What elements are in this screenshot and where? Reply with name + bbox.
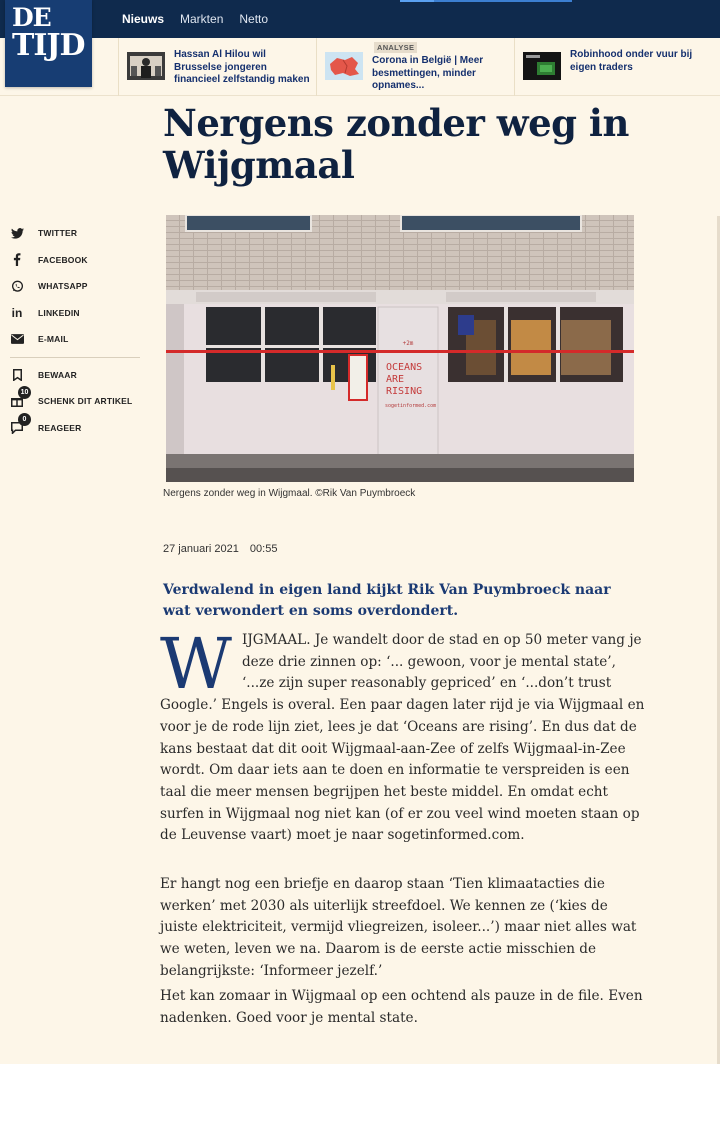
headline-thumbnail xyxy=(325,52,363,80)
site-logo[interactable] xyxy=(5,0,92,87)
gift-icon xyxy=(10,389,29,408)
comment-article-label: REAGEER xyxy=(38,422,82,433)
sign-mark: +2m xyxy=(402,340,414,347)
article-paragraph xyxy=(160,623,645,847)
article-paragraph-text: IJGMAAL. Je wandelt door de stad en op 50 meter vang je deze drie zinnen op: ‘... gewoon, voor je mental state’, ‘...ze zijn super reasonably gepriced’ en ‘...don’t trust Google.’ Engels is overal. Een paar dagen later rijd je via Wijgmaal en voor je de rode lijn ziet, lees je dat ‘Oceans are rising’. En dus dat de kans bestaat dat dit ooit Wijgmaal-aan-Zee of zelfs Wijgmaal-in-Zee wordt. Om daar iets aan te doen en informatie te verspreiden is een taal die meer mensen begrijpen het beste middel. En omdat echt surfen in Wijgmaal nog niet kan (of er zou veel wind moeten staan op de Leuvense vaart) moet je naar sogetinformed.com. xyxy=(160,632,645,844)
twitter-icon xyxy=(10,226,24,240)
analysis-badge: ANALYSE xyxy=(374,42,417,53)
facebook-icon xyxy=(10,253,24,267)
whatsapp-icon xyxy=(10,279,24,293)
article-paragraph: Het kan zomaar in Wijgmaal op een ochtend als pauze in de file. Even nadenken. Goed voor je mental state. xyxy=(160,988,643,1026)
sign-line-1: OCEANS xyxy=(386,362,423,373)
drop-cap: W xyxy=(160,623,232,705)
share-email-label: E-MAIL xyxy=(38,334,69,345)
email-icon xyxy=(10,332,24,346)
sign-url: sogetinformed.com xyxy=(385,403,437,409)
save-article-label: BEWAAR xyxy=(38,369,77,380)
article-time: 00:55 xyxy=(249,543,278,555)
logo-line-2: TIJD xyxy=(12,28,85,63)
logo-line-1: DE xyxy=(12,3,51,32)
comment-icon xyxy=(10,415,27,435)
sign-line-3: RISING xyxy=(386,386,423,397)
headlines-strip xyxy=(0,38,720,96)
headline-thumbnail xyxy=(523,52,561,80)
sign-line-2: ARE xyxy=(386,374,405,385)
nav-item-markten[interactable]: Markten xyxy=(180,12,224,26)
article-lead: Verdwalend in eigen land kijkt Rik Van Puymbroeck naar wat verwondert en soms overdondert. xyxy=(163,582,611,619)
share-linkedin-label: LINKEDIN xyxy=(38,307,80,318)
share-twitter-label: TWITTER xyxy=(38,228,78,239)
comment-count-badge: 0 xyxy=(18,413,31,426)
article-date: 27 januari 2021 xyxy=(163,543,239,555)
headline-text: Corona in België | Meer besmettingen, minder opnames... xyxy=(372,55,484,91)
share-linkedin[interactable] xyxy=(10,300,150,327)
share-whatsapp-label: WHATSAPP xyxy=(38,281,88,292)
building-facade-photo xyxy=(166,215,634,482)
headline-card[interactable] xyxy=(514,38,720,96)
top-navigation-bar xyxy=(0,0,720,38)
headline-text: Robinhood onder vuur bij eigen traders xyxy=(570,49,693,73)
nav-item-nieuws[interactable]: Nieuws xyxy=(122,12,165,26)
headline-thumbnail xyxy=(127,52,165,80)
article-paragraph: Er hangt nog een briefje en daarop staan ‘Tien klimaatacties die werken’ met 2030 als uiterlijk streefdoel. We kennen ze (‘kies de juiste elektriciteit, vermijd vliegreizen, isoleer...’) maar niet alles wat we weten, leven we na. Daarom is de eerste actie misschien de belangrijkste: ‘Informeer jezelf.’ xyxy=(160,876,637,979)
article-title: Nergens zonder weg in Wijgmaal xyxy=(163,101,629,187)
share-email[interactable] xyxy=(10,326,150,353)
main-nav xyxy=(114,0,276,38)
share-facebook-label: FACEBOOK xyxy=(38,254,88,265)
share-bar xyxy=(10,220,150,441)
nav-accent-highlight xyxy=(400,0,434,2)
share-divider xyxy=(10,357,140,358)
bookmark-icon xyxy=(10,368,24,382)
share-facebook[interactable] xyxy=(10,247,150,274)
image-caption: Nergens zonder weg in Wijgmaal. ©Rik Van Puymbroeck xyxy=(163,488,416,499)
nav-item-netto[interactable]: Netto xyxy=(239,12,269,26)
article-image[interactable] xyxy=(166,215,634,482)
headline-card[interactable] xyxy=(118,38,316,96)
article-dateline xyxy=(163,543,285,555)
gift-article[interactable] xyxy=(10,388,150,415)
headline-text: Hassan Al Hilou wil Brusselse jongeren financieel zelfstandig maken xyxy=(174,49,310,85)
gift-article-label: SCHENK DIT ARTIKEL xyxy=(38,396,133,407)
comment-article[interactable] xyxy=(10,415,150,442)
share-twitter[interactable] xyxy=(10,220,150,247)
save-article[interactable] xyxy=(10,362,150,389)
linkedin-icon: in xyxy=(11,305,23,320)
headline-card[interactable] xyxy=(316,38,514,96)
share-whatsapp[interactable] xyxy=(10,273,150,300)
gift-count-badge: 10 xyxy=(18,386,31,399)
